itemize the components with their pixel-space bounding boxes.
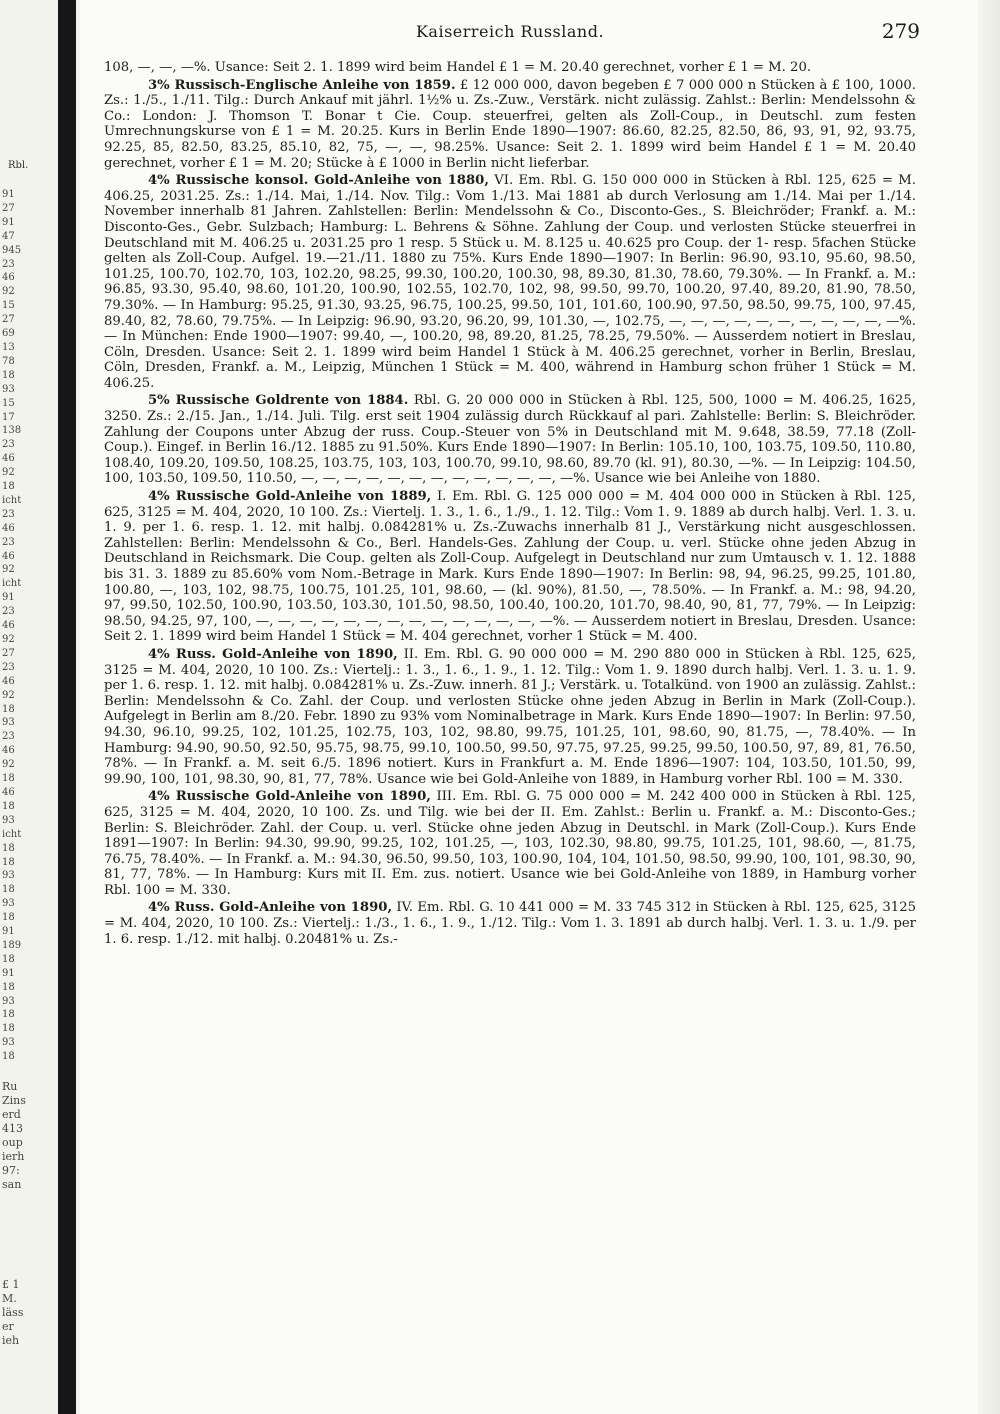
left-column-value: 18 xyxy=(2,842,15,854)
left-column-fragment: ierh xyxy=(2,1150,25,1163)
left-column-value: 27 xyxy=(2,314,15,326)
left-column-value: 13 xyxy=(2,341,15,353)
left-column-value: 18 xyxy=(2,800,15,812)
left-column-value: 18 xyxy=(2,1051,15,1063)
left-column-value: 18 xyxy=(2,369,15,381)
right-margin-strip xyxy=(978,0,1000,1414)
entry-heading: 5% Russische Goldrente von 1884. xyxy=(148,393,409,409)
left-column-value: 18 xyxy=(2,856,15,868)
left-column-value: 92 xyxy=(2,286,15,298)
left-margin-strip xyxy=(0,0,80,1414)
page-body xyxy=(104,60,916,949)
left-column-value: 92 xyxy=(2,689,15,701)
left-column-fragment: Ru xyxy=(2,1080,18,1093)
left-column-value: 18 xyxy=(2,981,15,993)
left-column-value: 15 xyxy=(2,300,15,312)
left-column-fragment: erd xyxy=(2,1108,21,1121)
left-column-fragment: M. xyxy=(2,1292,17,1305)
left-column-value: 92 xyxy=(2,759,15,771)
entry-heading: 4% Russische Gold-Anleihe von 1889, xyxy=(148,489,432,505)
left-column-value: 91 xyxy=(2,189,15,200)
left-column-value: 945 xyxy=(2,244,22,256)
left-column-fragment: san xyxy=(2,1178,22,1191)
left-column-value: 93 xyxy=(2,995,15,1007)
left-column-value: icht xyxy=(2,494,22,506)
left-column-value: 93 xyxy=(2,1037,15,1049)
left-column-value: 93 xyxy=(2,898,15,910)
left-column-value: 23 xyxy=(2,439,15,451)
left-column-value: 46 xyxy=(2,620,15,632)
entry-russ-engl-1859 xyxy=(104,78,916,172)
entry-text: Rbl. G. 20 000 000 in Stücken à Rbl. 125, 500, 1000 = M. 406.25, 1625, 3250. Zs.: 2./15. Jan., 1./14. Juli. Tilg. erst seit 1904 zulässig durch Rückkauf al pari. Zahlstelle: Berlin: S. Bleichröder. Zahlung der Coupons unter Abzug der russ. Coup.-Steuer von 5% in Deutschland mit M. 9.648, 38.59, 77.18 (Zoll-Coup.). Eingef. in Berlin 16./12. 1885 zu 91.50%. Kurs Ende 1890—1907: In Berlin: 105.10, 100, 103.75, 109.50, 110.80, 108.40, 109.20, 109.50, 108.25, 103.75, 103, 103, 100.70, 99.10, 98.60, 89.70 (kl. 91), 80.30, —%. — In Leipzig: 104.50, 100, 103.50, 109.50, 110.50, —, —, —, —, —, —, —, —, —, —, —, —, —%. Usance wie bei Anleihe von 1880. xyxy=(104,393,917,487)
left-column-values xyxy=(2,188,21,1064)
left-column-value: 138 xyxy=(2,425,22,437)
entry-gold-1890-em2 xyxy=(104,647,916,787)
left-column-value: 93 xyxy=(2,870,15,882)
left-column-value: 93 xyxy=(2,717,15,729)
left-column-fragment: oup xyxy=(2,1136,23,1149)
left-column-value: icht xyxy=(2,578,22,590)
left-column-value: 69 xyxy=(2,328,15,340)
left-column-value: 91 xyxy=(2,592,15,604)
left-column-value: 46 xyxy=(2,272,15,284)
left-column-value: 189 xyxy=(2,939,22,951)
left-column-value: 46 xyxy=(2,786,15,798)
left-column-value: 46 xyxy=(2,522,15,534)
entry-text: £ 12 000 000, davon begeben £ 7 000 000 n Stücken à £ 100, 1000. Zs.: 1./5., 1./11. Tilg.: Durch Ankauf mit jährl. 1½% u. Zs.-Zuw., Verstärk. nicht zulässig. Zahlst.: Berlin: Mendelssohn & Co.: London: J. Thomson T. Bonar t Cie. Coup. steuerfrei, gelten als Zoll-Coup., in Deutschl. zum festen Umrechnungskurse von £ 1 = M. 20.25. Kurs in Berlin Ende 1890—1907: 86.60, 82.25, 82.50, 86, 93, 91, 92, 93.75, 92.25, 85, 82.50, 83.25, 85.10, 82, 75, —, —, 98.25%. Usance: Seit 2. 1. 1899 wird beim Handel £ 1 = M. 20.40 gerechnet, vorher £ 1 = M. 20; Stücke à £ 1000 in Berlin nicht lieferbar. xyxy=(104,77,916,171)
left-column-value: 27 xyxy=(2,202,15,214)
page-header xyxy=(100,19,920,48)
left-column-value: 23 xyxy=(2,536,15,548)
left-column-value: 18 xyxy=(2,703,15,715)
left-column-value: 92 xyxy=(2,564,15,576)
entry-text: VI. Em. Rbl. G. 150 000 000 in Stücken à Rbl. 125, 625 = M. 406.25, 2031.25. Zs.: 1./14. Mai, 1./14. Nov. Tilg.: Vom 1./13. Mai 1881 ab durch Verlosung am 1./14. Mai per 1./14. November innerhalb 81 Jahren. Zahlstellen: Berlin: Mendelssohn & Co., Disconto-Ges., S. Bleichröder; Frankf. a. M.: Disconto-Ges., Gebr. Sulzbach; Hamburg: L. Behrens & Söhne. Zahlung der Coup. und verlosten Stücke steuerfrei in Deutschland mit M. 406.25 u. 2031.25 pro 1 resp. 5 Stück u. M. 8.125 u. 40.625 pro Coup. der 1- resp. 5fachen Stücke gelten als Zoll-Coup. Aufgel. 19.—21./11. 1880 zu 75%. Kurs Ende 1890—1907: In Berlin: 96.90, 93.10, 95.60, 98.50, 101.25, 100.70, 102.70, 103, 102.20, 98.25, 99.30, 100.20, 100.30, 98, 89.30, 81.30, 78.60, 79.30%. — In Frankf. a. M.: 96.85, 93.30, 95.40, 98.60, 101.20, 100.90, 102.55, 102.70, 102, 98, 99.50, 99.70, 100.20, 97.40, 89.20, 81.90, 78.50, 79.30%. — In Hamburg: 95.25, 91.30, 93.25, 96.75, 100.25, 99.50, 101, 101.60, 100.90, 97.50, 98.50, 99.75, 100, 97.45, 89.40, 82, 78.60, 79.75%. — In Leipzig: 96.90, 93.20, 96.20, 99, 101.30, —, 102.75, —, —, —, —, —, —, —, —, —, —, —%. — In München: Ende 1900—1907: 99.40, —, 100.20, 98, 89.20, 81.25, 78.25, 79.50%. — Ausserdem notiert in Breslau, Cöln, Dresden. Usance: Seit 2. 1. 1899 wird beim Handel 1 Stück à M. 406.25 gerechnet, vorher in Berlin, Breslau, Cöln, Dresden, Frankf. a. M., Leipzig, München 1 Stück = M. 400, während in Hamburg schon früher 1 Stück = M. 406.25. xyxy=(104,173,916,391)
entry-text: II. Em. Rbl. G. 90 000 000 = M. 290 880 000 in Stücken à Rbl. 125, 625, 3125 = M. 404, 2020, 10 100. Zs.: Viertelj.: 1. 3., 1. 6., 1. 9., 1. 12. Tilg.: Vom 1. 9. 1890 durch halbj. Verl. 1. 3. u. 1. 9. per 1. 6. resp. 1. 12. mit halbj. 0.084281% u. Zs.-Zuw. innerh. 81 J.; Verstärk. u. Totalkünd. von 1900 an zulässig. Zahlst.: Berlin: Mendelssohn & Co. Zahl. der Coup. und verlosten Stücke ohne jeden Abzug in Berlin in Mark (Zoll-Coup.). Aufgelegt in Berlin am 8./20. Febr. 1890 zu 93% vom Nominalbetrage in Mark. Kurs Ende 1890—1907: In Berlin: 97.50, 94.30, 96.10, 99.25, 102, 101.25, 102.75, 103, 102, 98.80, 99.75, 101.25, 101, 98.60, 90, 81.75, —, 78.40%. — In Hamburg: 94.90, 90.50, 92.50, 95.75, 98.75, 99.10, 100.50, 99.50, 97.75, 97.25, 99.25, 99.50, 100.50, 97, 89, 81, 76.50, 78%. — In Frankf. a. M. seit 6./5. 1896 notiert. Kurs in Frankfurt a. M. Ende 1896—1907: 104, 103.50, 101.50, 99, 99.90, 100, 101, 98.30, 90, 81, 77, 78%. Usance wie bei Gold-Anleihe von 1889, in Hamburg vorher Rbl. 100 = M. 330. xyxy=(104,646,916,787)
entry-heading: 4% Russ. Gold-Anleihe von 1890, xyxy=(148,900,393,916)
left-column-value: 47 xyxy=(2,230,15,242)
left-column-value: 91 xyxy=(2,216,15,228)
left-column-tail-b xyxy=(2,1278,23,1348)
left-column-value: 93 xyxy=(2,814,15,826)
left-column-value: 18 xyxy=(2,1009,15,1021)
left-column-value: 92 xyxy=(2,634,15,645)
left-column-value: 46 xyxy=(2,745,15,757)
left-column-value: 23 xyxy=(2,258,15,270)
left-column-value: 27 xyxy=(2,647,15,659)
entry-text: 108, —, —, —%. Usance: Seit 2. 1. 1899 wird beim Handel £ 1 = M. 20.40 gerechnet, vorher £ 1 = M. 20. xyxy=(104,60,812,75)
left-column-value: 18 xyxy=(2,773,15,785)
left-column-fragment: Zins xyxy=(2,1094,26,1107)
entry-konsol-1880 xyxy=(104,173,916,391)
left-column-value: 78 xyxy=(2,355,15,367)
left-column-value: 18 xyxy=(2,912,15,924)
entry-continuation xyxy=(104,60,916,76)
entry-text: IV. Em. Rbl. G. 10 441 000 = M. 33 745 312 in Stücken à Rbl. 125, 625, 3125 = M. 404, 2020, 10 100. Zs.: Viertelj.: 1./3., 1. 6., 1. 9., 1./12. Tilg.: Vom 1. 3. 1891 ab durch halbj. Verl. 1. 3. u. 1./9. per 1. 6. resp. 1./12. mit halbj. 0.20481% u. Zs.- xyxy=(104,900,916,947)
left-column-value: 46 xyxy=(2,675,15,687)
left-column-fragment: 413 xyxy=(2,1122,23,1135)
left-column-unit: Rbl. xyxy=(8,160,29,171)
left-column-value: 46 xyxy=(2,550,15,562)
entry-gold-1889 xyxy=(104,489,916,645)
left-column-fragment: ieh xyxy=(2,1334,20,1347)
entry-heading: 3% Russisch-Englische Anleihe von 1859. xyxy=(148,77,456,93)
entry-heading: 4% Russ. Gold-Anleihe von 1890, xyxy=(148,646,398,662)
left-column-value: 46 xyxy=(2,453,15,465)
binding-shadow xyxy=(58,0,76,1414)
left-column-value: 23 xyxy=(2,606,15,618)
left-column-fragment: 97: xyxy=(2,1164,20,1177)
left-column-value: 18 xyxy=(2,884,15,896)
entry-heading: 4% Russische konsol. Gold-Anleihe von 1880, xyxy=(148,173,489,189)
left-column-value: 18 xyxy=(2,1023,15,1035)
left-column-value: 15 xyxy=(2,397,15,409)
entry-gold-1890-em3 xyxy=(104,789,916,898)
entry-goldrente-1884 xyxy=(104,393,916,487)
left-column-value: 18 xyxy=(2,481,15,493)
left-column-fragment: läss xyxy=(2,1306,24,1319)
entry-heading: 4% Russische Gold-Anleihe von 1890, xyxy=(148,789,431,805)
left-column-fragment: £ 1 xyxy=(2,1278,20,1291)
entry-gold-1890-em4 xyxy=(104,900,916,947)
page-number: 279 xyxy=(881,19,920,43)
left-column-value: 23 xyxy=(2,508,15,520)
left-column-value: 17 xyxy=(2,411,15,423)
left-column-value: 23 xyxy=(2,661,15,673)
left-column-value: 18 xyxy=(2,953,15,965)
left-column-tail-a xyxy=(2,1080,26,1192)
left-column-value: 91 xyxy=(2,926,15,938)
left-column-value: 91 xyxy=(2,967,15,979)
left-column-value: 93 xyxy=(2,383,15,395)
left-column-value: 92 xyxy=(2,467,15,479)
left-column-fragment: er xyxy=(2,1320,14,1333)
running-title: Kaiserreich Russland. xyxy=(415,22,605,41)
entry-text: III. Em. Rbl. G. 75 000 000 = M. 242 400 000 in Stücken à Rbl. 125, 625, 3125 = M. 404, 2020, 10 100. Zs. und Tilg. wie bei der II. Em. Zahlst.: Berlin u. Frankf. a. M.: Disconto-Ges.; Berlin: S. Bleichröder. Zahl. der Coup. u. verl. Stücke ohne jeden Abzug in Deutschl. in Mark (Zoll-Coup.). Kurs Ende 1891—1907: In Berlin: 94.30, 99.90, 99.25, 102, 101.25, —, 103, 102.30, 98.80, 99.75, 101.25, 101, 98.60, —, 81.75, 76.75, 78.40%. — In Frankf. a. M.: 94.30, 96.50, 99.50, 103, 100.90, 104, 104, 101.50, 98.50, 99.90, 100, 101, 98.30, 90, 81, 77, 78%. — In Hamburg: Kurs mit II. Em. zus. notiert. Usance wie bei Gold-Anleihe von 1889, in Hamburg vorher Rbl. 100 = M. 330. xyxy=(104,789,916,898)
entry-text: I. Em. Rbl. G. 125 000 000 = M. 404 000 000 in Stücken à Rbl. 125, 625, 3125 = M. 404, 2020, 10 100. Zs.: Viertelj. 1. 3., 1. 6., 1./9., 1. 12. Tilg.: Vom 1. 9. 1889 ab durch halbj. Verl. 1. 3. u. 1. 9. per 1. 6. resp. 1. 12. mit halbj. 0.084281% u. Zs.-Zuwachs innerhalb 81 J., Verstärkung nicht ausgeschlossen. Zahlstellen: Berlin: Mendelssohn & Co., Berl. Handels-Ges. Zahlung der Coup. u. verl. Stücke ohne jeden Abzug in Deutschland in Reichsmark. Die Coup. gelten als Zoll-Coup. Aufgelegt in Deutschland nur zum Umtausch v. 1. 12. 1888 bis 31. 3. 1889 zu 85.60% vom Nom.-Betrage in Mark. Kurs Ende 1890—1907: In Berlin: 98, 94, 96.25, 99.25, 101.80, 100.80, —, 103, 102, 98.75, 100.75, 101.25, 101, 98.60, — (kl. 90%), 81.50, —, 78.50%. — In Frankf. a. M.: 98, 94.20, 97, 99.50, 102.50, 100.90, 103.50, 103.30, 101.50, 98.50, 100.40, 100.20, 101.70, 98.40, 90, 81, 77, 79%. — In Leipzig: 98.50, 94.25, 97, 100, —, —, —, —, —, —, —, —, —, —, —, —, —, —%. — Ausserdem notiert in Breslau, Dresden. Usance: Seit 2. 1. 1899 wird beim Handel 1 Stück = M. 404 gerechnet, vorher 1 Stück = M. 400. xyxy=(104,489,916,645)
left-column-value: icht xyxy=(2,828,22,840)
left-column-value: 23 xyxy=(2,731,15,743)
